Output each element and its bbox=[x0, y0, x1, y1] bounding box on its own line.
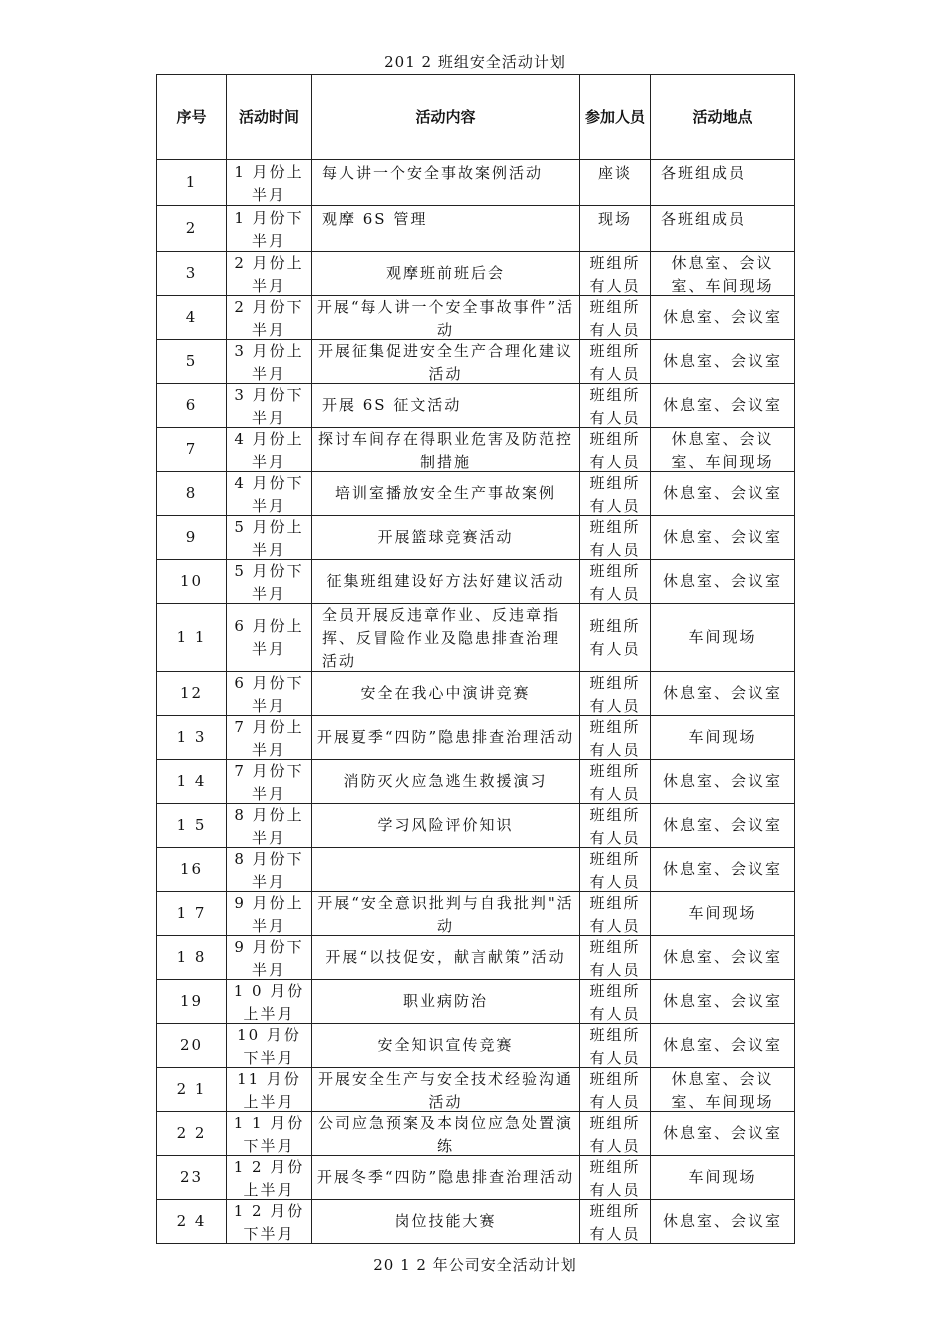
cell-num bbox=[157, 848, 227, 892]
cell-content-text: 征集班组建设好方法好建议活动 bbox=[326, 572, 565, 590]
cell-location-text: 休息室、会议室 bbox=[662, 992, 782, 1010]
cell-content bbox=[312, 980, 580, 1024]
cell-num bbox=[157, 384, 227, 428]
table-row bbox=[157, 252, 795, 296]
cell-people bbox=[580, 604, 651, 672]
cell-time-text: 1 2 月份上半月 bbox=[233, 1158, 305, 1199]
cell-location-text: 车间现场 bbox=[688, 628, 757, 646]
table-row bbox=[157, 160, 795, 206]
cell-time bbox=[227, 516, 312, 560]
cell-num bbox=[157, 472, 227, 516]
cell-content bbox=[312, 516, 580, 560]
cell-time bbox=[227, 252, 312, 296]
cell-time-text: 9 月份上半月 bbox=[234, 894, 304, 935]
cell-location bbox=[651, 206, 795, 252]
table-row bbox=[157, 604, 795, 672]
cell-content-text: 开展冬季“四防”隐患排查治理活动 bbox=[316, 1168, 575, 1186]
table-row bbox=[157, 716, 795, 760]
cell-time-text: 7 月份下半月 bbox=[234, 762, 304, 803]
cell-people bbox=[580, 384, 651, 428]
cell-num-text: 1 bbox=[185, 173, 198, 191]
cell-people-text: 班组所有人员 bbox=[589, 474, 641, 515]
header-location: 活动地点 bbox=[651, 75, 795, 160]
cell-num bbox=[157, 252, 227, 296]
cell-num bbox=[157, 428, 227, 472]
cell-time-text: 1 2 月份下半月 bbox=[233, 1202, 305, 1243]
cell-people bbox=[580, 472, 651, 516]
cell-num bbox=[157, 1156, 227, 1200]
cell-time bbox=[227, 384, 312, 428]
cell-location bbox=[651, 1068, 795, 1112]
cell-content-text: 开展篮球竞赛活动 bbox=[377, 528, 514, 546]
cell-num bbox=[157, 340, 227, 384]
cell-people bbox=[580, 804, 651, 848]
cell-location bbox=[651, 560, 795, 604]
cell-num-text: 1 1 bbox=[176, 628, 207, 646]
cell-time-text: 3 月份下半月 bbox=[234, 386, 304, 427]
cell-people bbox=[580, 1024, 651, 1068]
cell-content-text: 岗位技能大赛 bbox=[394, 1212, 497, 1230]
cell-people bbox=[580, 1200, 651, 1244]
cell-location bbox=[651, 1024, 795, 1068]
cell-num-text: 1 4 bbox=[176, 772, 207, 790]
cell-content-text: 职业病防治 bbox=[402, 992, 488, 1010]
cell-content-text: 每人讲一个安全事故案例活动 bbox=[322, 164, 544, 182]
cell-num-text: 23 bbox=[179, 1168, 204, 1186]
cell-location-text: 各班组成员 bbox=[661, 210, 747, 228]
cell-location-text: 休息室、会议室、车间现场 bbox=[671, 254, 774, 295]
cell-content-text: 观摩 6S 管理 bbox=[322, 210, 428, 228]
cell-location-text: 休息室、会议室 bbox=[662, 772, 782, 790]
cell-people-text: 班组所有人员 bbox=[589, 806, 641, 847]
cell-content bbox=[312, 1112, 580, 1156]
cell-location bbox=[651, 1112, 795, 1156]
cell-num-text: 5 bbox=[185, 352, 198, 370]
cell-people bbox=[580, 760, 651, 804]
cell-time bbox=[227, 560, 312, 604]
cell-content-text: 培训室播放安全生产事故案例 bbox=[334, 484, 556, 502]
table-row bbox=[157, 1156, 795, 1200]
cell-location-text: 休息室、会议室、车间现场 bbox=[671, 1070, 774, 1111]
cell-time bbox=[227, 160, 312, 206]
cell-location bbox=[651, 516, 795, 560]
cell-content bbox=[312, 296, 580, 340]
cell-content bbox=[312, 340, 580, 384]
cell-content-text: 探讨车间存在得职业危害及防范控制措施 bbox=[317, 430, 573, 471]
cell-people-text: 班组所有人员 bbox=[589, 518, 641, 559]
cell-time bbox=[227, 1024, 312, 1068]
cell-content bbox=[312, 716, 580, 760]
cell-people-text: 班组所有人员 bbox=[589, 982, 641, 1023]
cell-location bbox=[651, 160, 795, 206]
cell-people bbox=[580, 848, 651, 892]
cell-num-text: 8 bbox=[185, 484, 198, 502]
cell-location bbox=[651, 760, 795, 804]
cell-num-text: 19 bbox=[179, 992, 204, 1010]
cell-content-text: 开展夏季“四防”隐患排查治理活动 bbox=[316, 728, 575, 746]
cell-content bbox=[312, 1156, 580, 1200]
table-row bbox=[157, 516, 795, 560]
cell-location bbox=[651, 804, 795, 848]
cell-content-text: 公司应急预案及本岗位应急处置演练 bbox=[317, 1114, 573, 1155]
cell-location-text: 休息室、会议室 bbox=[662, 1124, 782, 1142]
cell-content-text: 消防灭火应急逃生救援演习 bbox=[343, 772, 548, 790]
cell-num bbox=[157, 980, 227, 1024]
cell-people-text: 班组所有人员 bbox=[589, 718, 641, 759]
cell-content bbox=[312, 1068, 580, 1112]
cell-people bbox=[580, 252, 651, 296]
cell-time-text: 5 月份下半月 bbox=[234, 562, 304, 603]
cell-location bbox=[651, 296, 795, 340]
cell-time bbox=[227, 1112, 312, 1156]
table-row bbox=[157, 1024, 795, 1068]
cell-content-text: 观摩班前班后会 bbox=[385, 264, 505, 282]
table-row bbox=[157, 296, 795, 340]
cell-time bbox=[227, 296, 312, 340]
cell-location bbox=[651, 716, 795, 760]
cell-content bbox=[312, 804, 580, 848]
cell-time-text: 10 月份下半月 bbox=[237, 1026, 301, 1067]
cell-location-text: 各班组成员 bbox=[661, 164, 747, 182]
cell-location bbox=[651, 936, 795, 980]
cell-content-text: 学习风险评价知识 bbox=[377, 816, 514, 834]
cell-num bbox=[157, 716, 227, 760]
cell-content-text: 开展征集促进安全生产合理化建议活动 bbox=[317, 342, 573, 383]
cell-location bbox=[651, 604, 795, 672]
cell-location-text: 休息室、会议室 bbox=[662, 528, 782, 546]
cell-people-text: 班组所有人员 bbox=[589, 616, 641, 658]
cell-location-text: 休息室、会议室 bbox=[662, 308, 782, 326]
activity-plan-table bbox=[156, 74, 795, 1244]
cell-people-text: 班组所有人员 bbox=[589, 1114, 641, 1155]
cell-time bbox=[227, 472, 312, 516]
cell-time bbox=[227, 206, 312, 252]
cell-time-text: 2 月份上半月 bbox=[234, 254, 304, 295]
cell-num-text: 6 bbox=[185, 396, 198, 414]
cell-people-text: 座谈 bbox=[597, 164, 632, 182]
cell-location-text: 休息室、会议室 bbox=[662, 352, 782, 370]
cell-people-text: 班组所有人员 bbox=[589, 342, 641, 383]
cell-num-text: 4 bbox=[185, 308, 198, 326]
cell-content-text: 全员开展反违章作业、反违章指挥、反冒险作业及隐患排查治理活动 bbox=[322, 606, 561, 670]
cell-people bbox=[580, 1068, 651, 1112]
cell-location-text: 休息室、会议室 bbox=[662, 860, 782, 878]
cell-time bbox=[227, 1156, 312, 1200]
cell-people bbox=[580, 516, 651, 560]
cell-location bbox=[651, 980, 795, 1024]
cell-location-text: 休息室、会议室 bbox=[662, 684, 782, 702]
header-time: 活动时间 bbox=[227, 75, 312, 160]
cell-people bbox=[580, 716, 651, 760]
cell-num bbox=[157, 160, 227, 206]
cell-time bbox=[227, 1068, 312, 1112]
cell-num-text: 1 7 bbox=[176, 904, 207, 922]
table-body bbox=[157, 160, 795, 1244]
cell-people-text: 班组所有人员 bbox=[589, 562, 641, 603]
cell-people bbox=[580, 1112, 651, 1156]
cell-time-text: 1 0 月份上半月 bbox=[233, 982, 305, 1023]
cell-num-text: 2 4 bbox=[176, 1212, 207, 1230]
cell-location-text: 休息室、会议室 bbox=[662, 1036, 782, 1054]
cell-content bbox=[312, 1024, 580, 1068]
cell-people bbox=[580, 1156, 651, 1200]
table-header-row bbox=[157, 75, 795, 160]
cell-location-text: 休息室、会议室 bbox=[662, 572, 782, 590]
header-content: 活动内容 bbox=[312, 75, 580, 160]
cell-people-text: 班组所有人员 bbox=[589, 762, 641, 803]
footer-title: 20 1 2 年公司安全活动计划 bbox=[373, 1256, 577, 1274]
table-row bbox=[157, 672, 795, 716]
cell-content-text: 开展 6S 征文活动 bbox=[322, 396, 462, 414]
cell-location-text: 休息室、会议室 bbox=[662, 396, 782, 414]
table-row bbox=[157, 980, 795, 1024]
cell-location bbox=[651, 340, 795, 384]
cell-location-text: 休息室、会议室 bbox=[662, 816, 782, 834]
cell-location-text: 休息室、会议室 bbox=[662, 948, 782, 966]
cell-location bbox=[651, 1200, 795, 1244]
cell-time bbox=[227, 980, 312, 1024]
cell-content bbox=[312, 160, 580, 206]
cell-time bbox=[227, 428, 312, 472]
cell-people bbox=[580, 206, 651, 252]
cell-content bbox=[312, 1200, 580, 1244]
cell-location-text: 车间现场 bbox=[688, 728, 757, 746]
cell-time-text: 8 月份下半月 bbox=[234, 850, 304, 891]
cell-content-text: 安全知识宣传竞赛 bbox=[377, 1036, 514, 1054]
cell-people-text: 班组所有人员 bbox=[589, 298, 641, 339]
cell-num bbox=[157, 672, 227, 716]
cell-num-text: 2 bbox=[185, 219, 198, 237]
table-row bbox=[157, 760, 795, 804]
table-row bbox=[157, 936, 795, 980]
cell-time-text: 6 月份上半月 bbox=[234, 616, 304, 658]
cell-people bbox=[580, 296, 651, 340]
cell-num-text: 9 bbox=[185, 528, 198, 546]
cell-people bbox=[580, 672, 651, 716]
cell-content bbox=[312, 472, 580, 516]
table-row bbox=[157, 560, 795, 604]
cell-time-text: 9 月份下半月 bbox=[234, 938, 304, 979]
cell-time-text: 5 月份上半月 bbox=[234, 518, 304, 559]
cell-num bbox=[157, 1024, 227, 1068]
cell-location bbox=[651, 848, 795, 892]
cell-people-text: 班组所有人员 bbox=[589, 894, 641, 935]
cell-location bbox=[651, 428, 795, 472]
table-row bbox=[157, 384, 795, 428]
table-row bbox=[157, 848, 795, 892]
cell-location-text: 车间现场 bbox=[688, 904, 757, 922]
page-title: 201 2 班组安全活动计划 bbox=[384, 53, 566, 71]
table-row bbox=[157, 804, 795, 848]
cell-time-text: 8 月份上半月 bbox=[234, 806, 304, 847]
cell-time bbox=[227, 604, 312, 672]
cell-location bbox=[651, 252, 795, 296]
cell-num bbox=[157, 516, 227, 560]
cell-people-text: 班组所有人员 bbox=[589, 1026, 641, 1067]
table-row bbox=[157, 892, 795, 936]
cell-num bbox=[157, 1068, 227, 1112]
cell-time-text: 2 月份下半月 bbox=[234, 298, 304, 339]
table-row bbox=[157, 1200, 795, 1244]
cell-content bbox=[312, 760, 580, 804]
cell-location bbox=[651, 472, 795, 516]
cell-content bbox=[312, 892, 580, 936]
cell-num bbox=[157, 206, 227, 252]
cell-people bbox=[580, 428, 651, 472]
cell-content bbox=[312, 672, 580, 716]
table-row bbox=[157, 472, 795, 516]
cell-people-text: 班组所有人员 bbox=[589, 938, 641, 979]
cell-people-text: 班组所有人员 bbox=[589, 430, 641, 471]
cell-content-text: 开展“安全意识批判与自我批判"活动 bbox=[317, 894, 574, 935]
cell-num-text: 12 bbox=[179, 684, 204, 702]
cell-num-text: 16 bbox=[179, 860, 204, 878]
cell-num-text: 10 bbox=[179, 572, 204, 590]
cell-people-text: 班组所有人员 bbox=[589, 1070, 641, 1111]
cell-num bbox=[157, 1200, 227, 1244]
cell-content bbox=[312, 384, 580, 428]
cell-time bbox=[227, 804, 312, 848]
cell-time bbox=[227, 1200, 312, 1244]
cell-content-text: 开展“每人讲一个安全事故事件”活动 bbox=[316, 298, 575, 339]
cell-people bbox=[580, 340, 651, 384]
cell-location-text: 车间现场 bbox=[688, 1168, 757, 1186]
cell-time bbox=[227, 672, 312, 716]
cell-num bbox=[157, 560, 227, 604]
cell-location bbox=[651, 672, 795, 716]
cell-location-text: 休息室、会议室 bbox=[662, 484, 782, 502]
cell-people-text: 班组所有人员 bbox=[589, 1202, 641, 1243]
cell-people bbox=[580, 560, 651, 604]
cell-time bbox=[227, 936, 312, 980]
table-row bbox=[157, 1068, 795, 1112]
cell-num-text: 20 bbox=[179, 1036, 204, 1054]
cell-num-text: 1 5 bbox=[176, 816, 207, 834]
cell-people-text: 班组所有人员 bbox=[589, 850, 641, 891]
cell-content-text: 开展安全生产与安全技术经验沟通活动 bbox=[317, 1070, 573, 1111]
cell-num bbox=[157, 936, 227, 980]
cell-num-text: 7 bbox=[185, 440, 198, 458]
table-row bbox=[157, 206, 795, 252]
cell-time-text: 1 1 月份下半月 bbox=[233, 1114, 305, 1155]
table-row bbox=[157, 1112, 795, 1156]
cell-time-text: 11 月份上半月 bbox=[237, 1070, 301, 1111]
cell-time-text: 3 月份上半月 bbox=[234, 342, 304, 383]
cell-num-text: 1 3 bbox=[176, 728, 207, 746]
cell-time bbox=[227, 848, 312, 892]
cell-people bbox=[580, 160, 651, 206]
cell-location bbox=[651, 1156, 795, 1200]
cell-num bbox=[157, 804, 227, 848]
cell-people-text: 班组所有人员 bbox=[589, 386, 641, 427]
cell-time-text: 1 月份上半月 bbox=[234, 163, 304, 204]
cell-content bbox=[312, 848, 580, 892]
cell-num-text: 2 2 bbox=[176, 1124, 207, 1142]
cell-num bbox=[157, 1112, 227, 1156]
cell-num-text: 1 8 bbox=[176, 948, 207, 966]
cell-num bbox=[157, 892, 227, 936]
cell-num bbox=[157, 760, 227, 804]
cell-content-text: 开展“以技促安，献言献策”活动 bbox=[325, 948, 566, 966]
cell-content bbox=[312, 560, 580, 604]
cell-people-text: 班组所有人员 bbox=[589, 254, 641, 295]
cell-location bbox=[651, 892, 795, 936]
cell-content bbox=[312, 206, 580, 252]
cell-time bbox=[227, 716, 312, 760]
cell-content bbox=[312, 936, 580, 980]
cell-people bbox=[580, 936, 651, 980]
header-people: 参加人员 bbox=[580, 75, 651, 160]
cell-content bbox=[312, 428, 580, 472]
cell-time bbox=[227, 340, 312, 384]
table-row bbox=[157, 340, 795, 384]
cell-content bbox=[312, 252, 580, 296]
cell-time-text: 6 月份下半月 bbox=[234, 674, 304, 715]
cell-people-text: 现场 bbox=[597, 210, 632, 228]
cell-num bbox=[157, 604, 227, 672]
header-num: 序号 bbox=[157, 75, 227, 160]
cell-people-text: 班组所有人员 bbox=[589, 1158, 641, 1199]
cell-content-text: 安全在我心中演讲竞赛 bbox=[360, 684, 531, 702]
cell-num bbox=[157, 296, 227, 340]
cell-time-text: 4 月份下半月 bbox=[234, 474, 304, 515]
cell-people-text: 班组所有人员 bbox=[589, 674, 641, 715]
cell-content bbox=[312, 604, 580, 672]
table-row bbox=[157, 428, 795, 472]
cell-time bbox=[227, 892, 312, 936]
cell-time-text: 7 月份上半月 bbox=[234, 718, 304, 759]
cell-location-text: 休息室、会议室 bbox=[662, 1212, 782, 1230]
cell-num-text: 3 bbox=[185, 264, 198, 282]
cell-time bbox=[227, 760, 312, 804]
cell-location-text: 休息室、会议室、车间现场 bbox=[671, 430, 774, 471]
cell-people bbox=[580, 980, 651, 1024]
cell-num-text: 2 1 bbox=[176, 1080, 207, 1098]
cell-people bbox=[580, 892, 651, 936]
cell-time-text: 1 月份下半月 bbox=[234, 209, 304, 250]
cell-location bbox=[651, 384, 795, 428]
cell-time-text: 4 月份上半月 bbox=[234, 430, 304, 471]
